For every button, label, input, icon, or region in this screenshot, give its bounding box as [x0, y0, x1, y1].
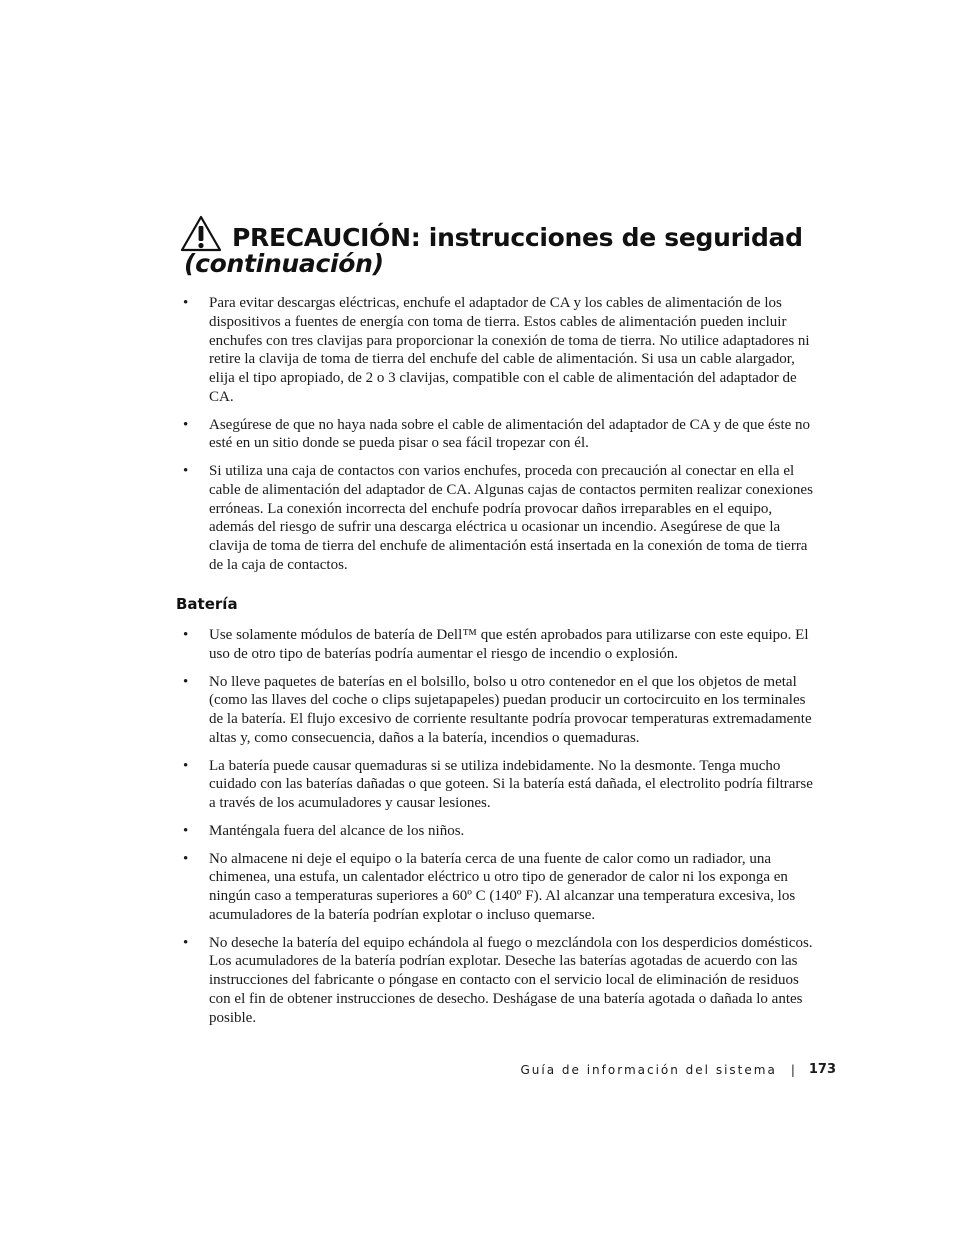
list-item	[180, 462, 820, 575]
list-item	[180, 626, 820, 664]
bullet: •	[183, 627, 189, 643]
heading-title: instrucciones de seguridad	[420, 223, 803, 252]
battery-list	[180, 626, 820, 1036]
bullet: •	[183, 850, 189, 867]
list-item-text: Si utiliza una caja de contactos con varios enchufes, proceda con precaución al conectar en ella el cable de alimentación del adaptador de CA. Algunas cajas de contactos permiten realizar conexiones erróneas. La conexión incorrecta del enchufe podría provocar daños irreparables en el equipo, además del riesgo de sufrir una descarga eléctrica u ocasionar un incendio. Asegúrese de que la clavija de toma de tierra del enchufe de alimentación está insertada en la conexión de toma de tierra de la caja de contactos.	[209, 463, 813, 573]
list-item-text: Para evitar descargas eléctricas, enchufe el adaptador de CA y los cables de alimentación de los dispositivos a fuentes de energía con toma de tierra. Estos cables de alimentación pueden incluir enchufes con tres clavijas para proporcionar la conexión de toma de tierra. No utilice adaptadores ni retire la clavija de toma de tierra del enchufe del cable de alimentación. Si usa un cable alargador, elija el tipo apropiado, de 2 o 3 clavijas, compatible con el cable de alimentación del adaptador de CA.	[209, 295, 810, 405]
page-number: 173	[808, 1062, 836, 1077]
list-item	[180, 673, 820, 748]
list-item-text: Manténgala fuera del alcance de los niños.	[209, 822, 465, 839]
list-item	[180, 822, 820, 841]
bullet: •	[183, 934, 189, 951]
list-item-text: La batería puede causar quemaduras si se utiliza indebidamente. No la desmonte. Tenga mucho cuidado con las baterías dañadas o que goteen. Si la batería está dañada, el electrolito podría filtrarse a través de los acumuladores y causar lesiones.	[209, 757, 813, 811]
footer-separator: |	[790, 1062, 795, 1077]
list-item	[180, 934, 820, 1028]
list-item	[180, 416, 820, 454]
list-item-text: No deseche la batería del equipo echándola al fuego o mezclándola con los desperdicios domésticos. Los acumuladores de la batería podrían explotar. Deseche las baterías agotadas de acuerdo con las instrucciones del fabricante o póngase en contacto con el servicio local de eliminación de residuos con el fin de obtener instrucciones de desecho. Deshágase de una batería agotada o dañada lo antes posible.	[209, 934, 813, 1026]
page-footer	[521, 1062, 837, 1077]
bullet: •	[183, 463, 189, 479]
bullet: •	[183, 295, 189, 311]
list-item-text: Asegúrese de que no haya nada sobre el cable de alimentación del adaptador de CA y de que éste no esté en un sitio donde se pueda pisar o sea fácil tropezar con él.	[209, 416, 811, 452]
bullet: •	[183, 822, 189, 839]
list-item-text: No lleve paquetes de baterías en el bolsillo, bolso u otro contenedor en el que los objetos de metal (como las llaves del coche o clips sujetapapeles) puedan producir un cortocircuito en los terminales de la batería. El flujo excesivo de corriente resultante podría provocar temperaturas extremadamente altas y, como consecuencia, daños a la batería, incendios o quemaduras.	[209, 673, 812, 746]
safety-list	[180, 294, 820, 584]
page-heading	[180, 215, 860, 279]
list-item	[180, 850, 820, 925]
heading-prefix: PRECAUCIÓN:	[232, 223, 421, 252]
bullet: •	[183, 673, 189, 690]
bullet: •	[183, 416, 189, 433]
bullet: •	[183, 757, 189, 774]
list-item	[180, 294, 820, 407]
heading-line-1	[180, 215, 860, 253]
heading-continuation: (continuación)	[184, 249, 384, 278]
list-item-text: No almacene ni deje el equipo o la batería cerca de una fuente de calor como un radiador, una chimenea, una estufa, un calentador eléctrico u otro tipo de generador de calor ni los exponga en ningún caso a temperaturas superiores a 60º C (140º F). Al alcanzar una temperatura excesiva, los acumuladores de la batería podrían explotar o incluso quemarse.	[209, 850, 796, 923]
battery-section-title: Batería	[176, 595, 238, 613]
warning-triangle-icon	[180, 215, 222, 253]
footer-guide-title: Guía de información del sistema	[520, 1062, 777, 1077]
list-item-text: Use solamente módulos de batería de Dell™ que estén aprobados para utilizarse con este equipo. El uso de otro tipo de baterías podría aumentar el riesgo de incendio o explosión.	[209, 627, 809, 662]
list-item	[180, 757, 820, 813]
